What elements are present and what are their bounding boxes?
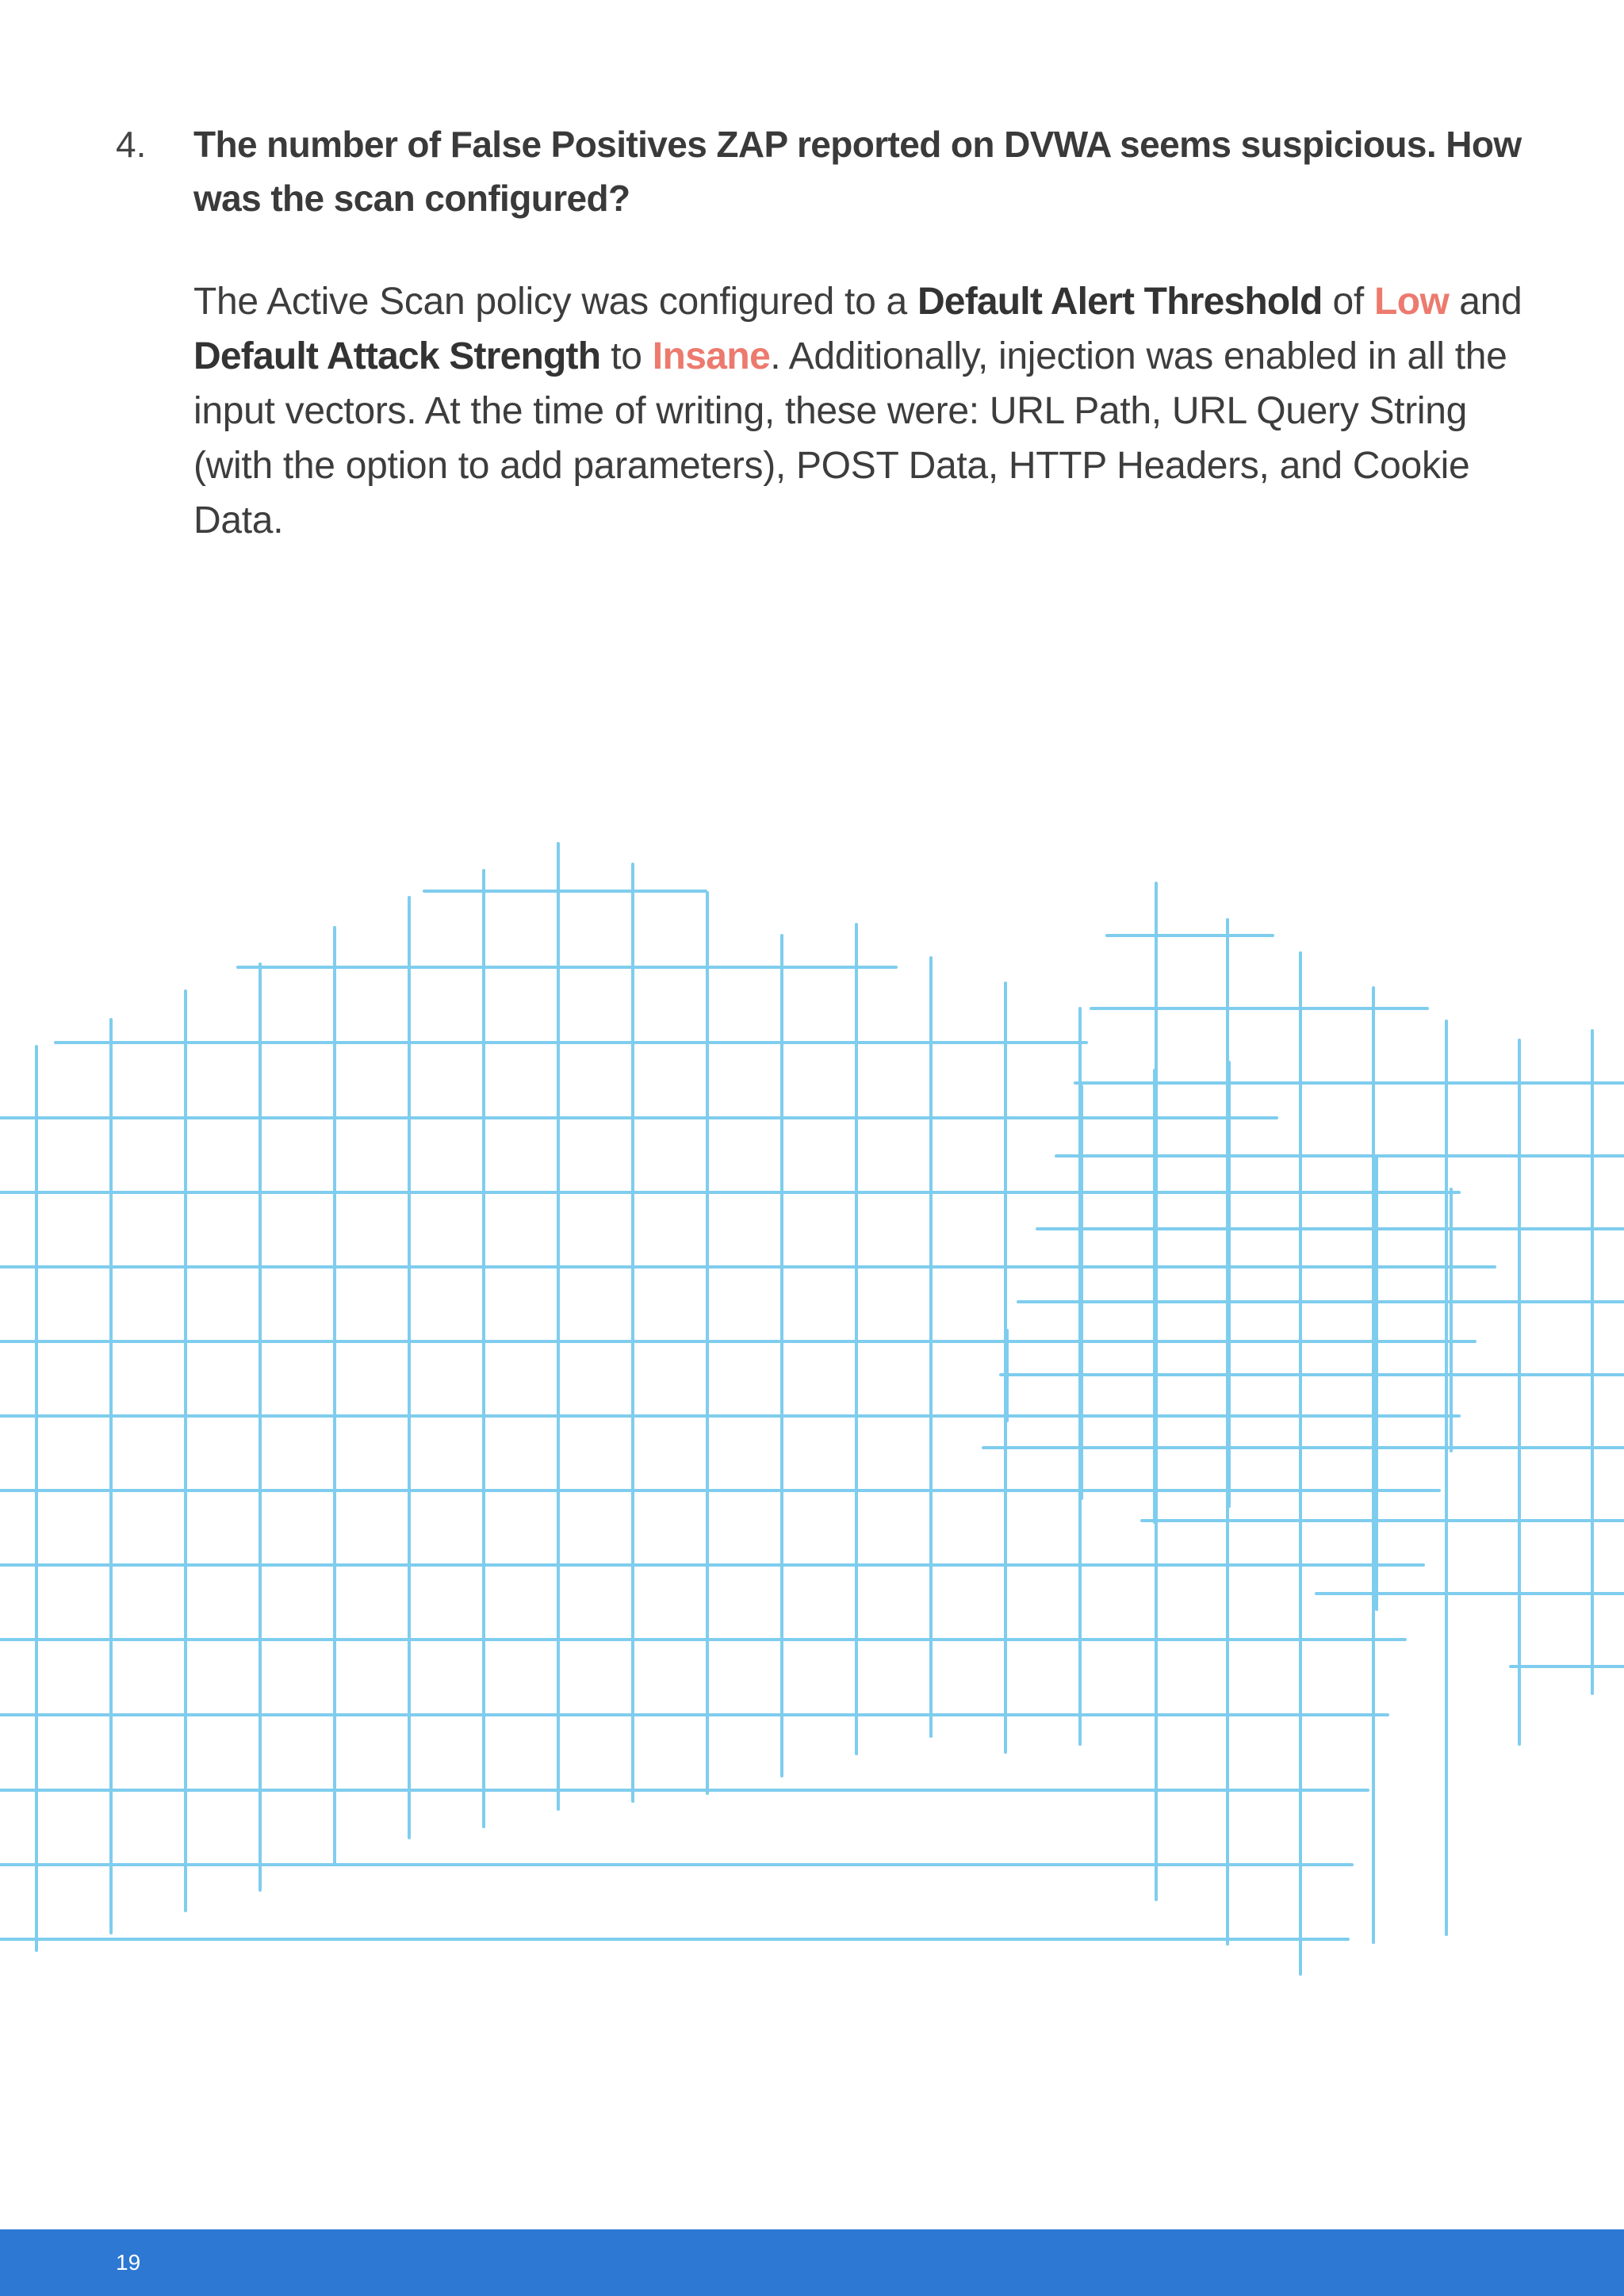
answer-text-5: . Additionally, injection was enabled in all the input vectors. At the time of writing, these were: URL Path, URL Query String (with the option to add parameters), POST Data, HTTP Headers, and Cookie Data. (193, 335, 1507, 541)
answer-text-4: to (600, 335, 653, 377)
alert-threshold-label: Default Alert Threshold (917, 281, 1323, 323)
grid-pattern-icon (0, 832, 1624, 1982)
alert-threshold-value: Low (1374, 281, 1450, 323)
question-number: 4. (116, 124, 147, 165)
answer-paragraph (193, 274, 1526, 548)
attack-strength-label: Default Attack Strength (193, 335, 601, 377)
footer-bar (0, 2229, 1624, 2296)
page-number: 19 (116, 2250, 141, 2275)
answer-text-2: of (1322, 281, 1374, 323)
answer-text-3: and (1449, 281, 1522, 323)
answer-text-1: The Active Scan policy was configured to a (193, 281, 917, 323)
question-title: The number of False Positives ZAP reported on DVWA seems suspicious. How was the scan configured? (193, 124, 1522, 219)
attack-strength-value: Insane (652, 335, 771, 377)
